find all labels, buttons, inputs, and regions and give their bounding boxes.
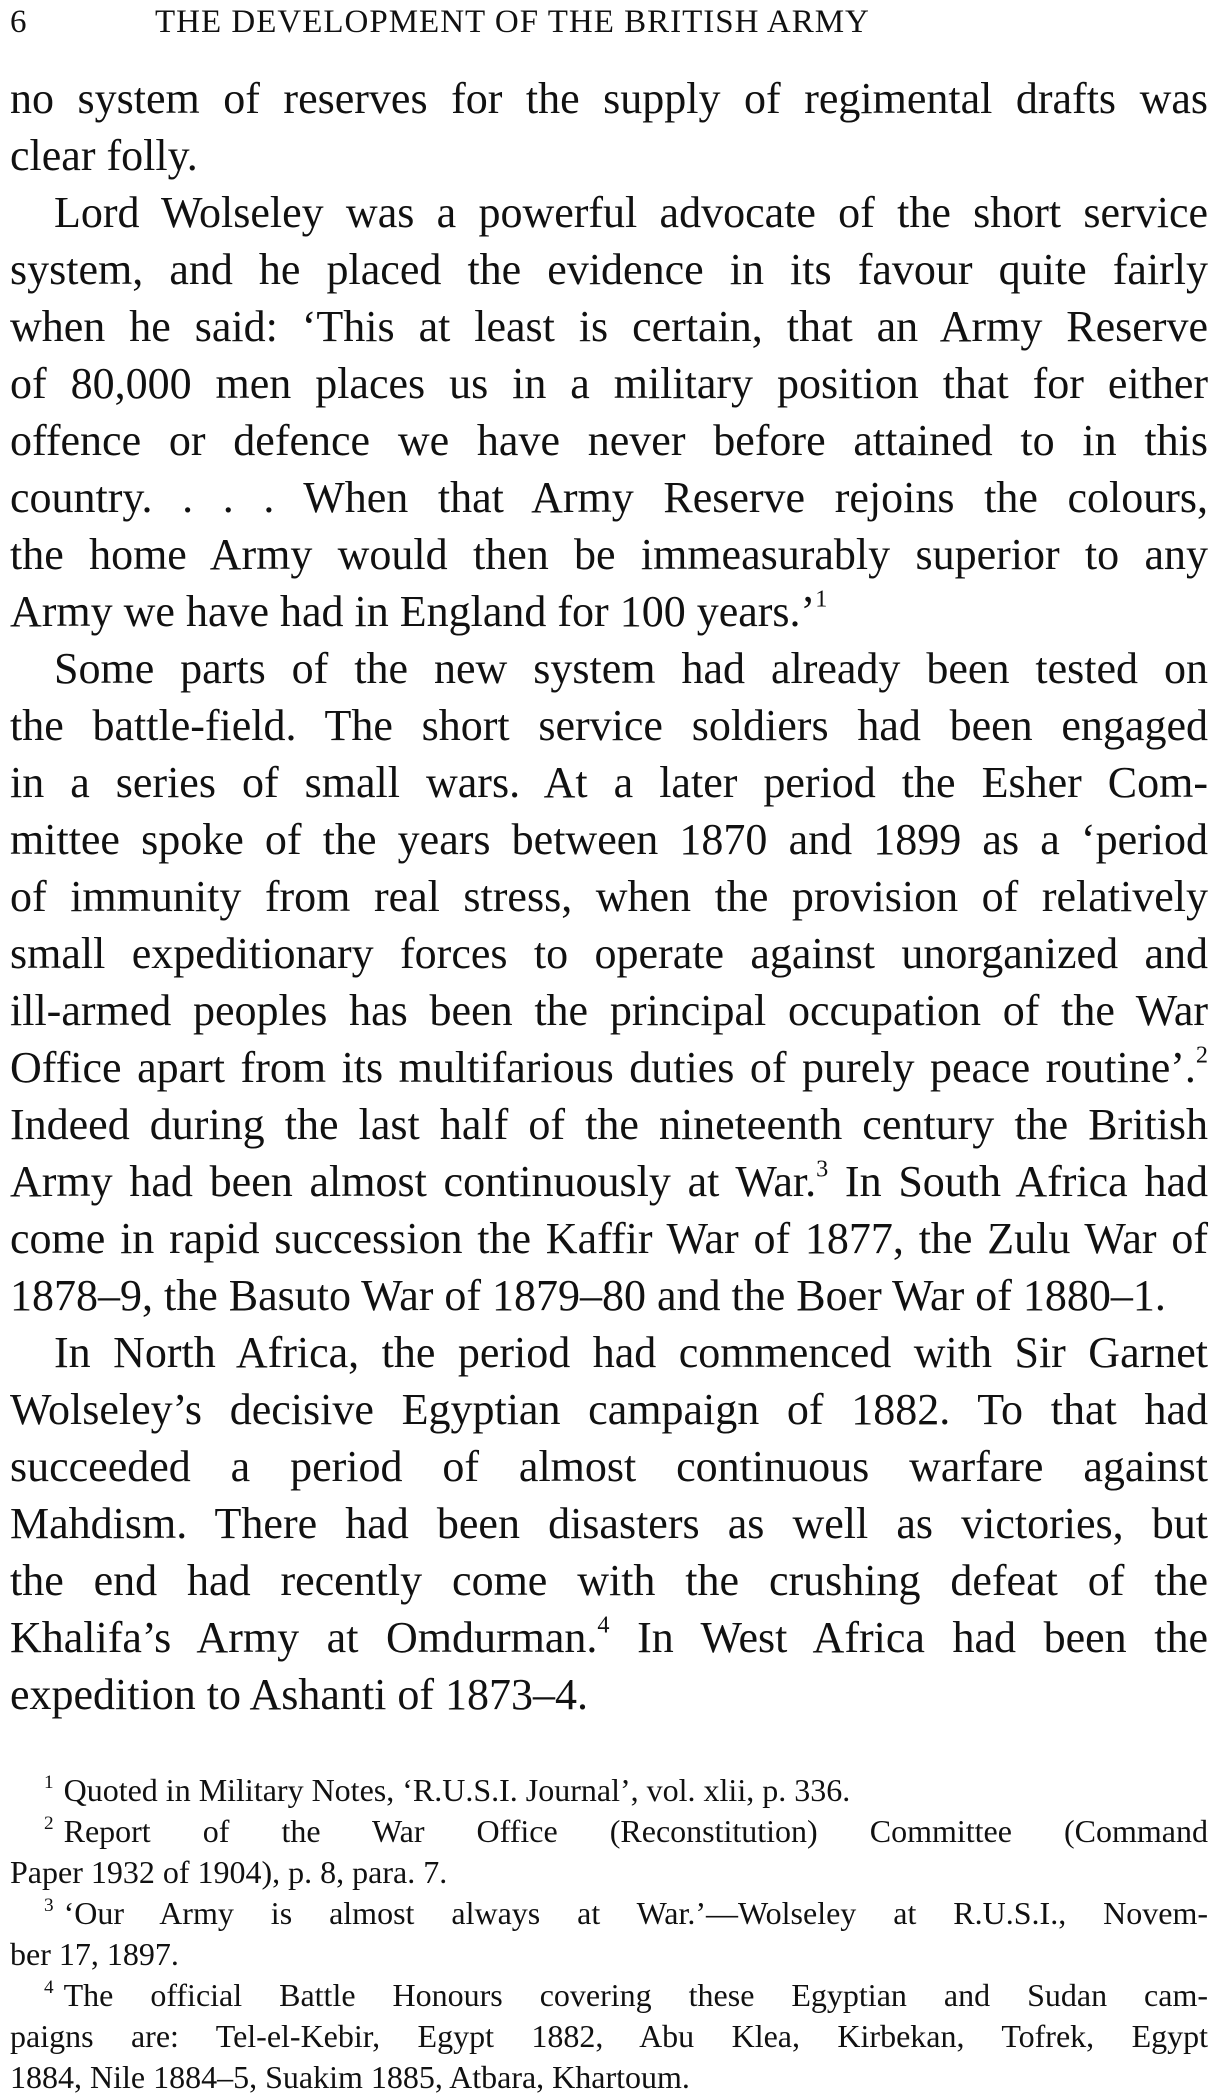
text-line: come in rapid succession the Kaffir War of 1877, the Zulu War of xyxy=(10,1214,1208,1263)
text-line: mittee spoke of the years between 1870 and 1899 as a ‘period xyxy=(10,815,1208,864)
text-line: succeeded a period of almost continuous warfare against xyxy=(10,1442,1208,1491)
text-line: clear folly. xyxy=(10,131,198,180)
footnote-text-line: 1884, Nile 1884–5, Suakim 1885, Atbara, Khartoum. xyxy=(10,2059,690,2095)
footnote-reference: 2 xyxy=(1195,1041,1208,1069)
paragraph-start-line: Some parts of the new system had already been tested on xyxy=(54,644,1208,693)
body-text xyxy=(10,70,1208,1723)
footnote-2 xyxy=(10,1811,1208,1852)
text-line: Wolseley’s decisive Egyptian campaign of 1882. To that had xyxy=(10,1385,1208,1434)
footnote-1 xyxy=(10,1770,1208,1811)
running-head xyxy=(10,2,1210,42)
footnote-reference: 3 xyxy=(816,1155,829,1183)
text-line: the battle-field. The short service soldiers had been engaged xyxy=(10,701,1208,750)
paragraph-start-line: Lord Wolseley was a powerful advocate of the short service xyxy=(54,188,1208,237)
text-line xyxy=(10,1153,1208,1210)
text-line: when he said: ‘This at least is certain, that an Army Reserve xyxy=(10,302,1208,351)
text-line xyxy=(10,1039,1208,1096)
footnote-marker: 1 xyxy=(44,1771,54,1793)
text-line: Mahdism. There had been disasters as well as victories, but xyxy=(10,1499,1208,1548)
footnote-text: ‘Our Army is almost always at War.’—Wolseley at R.U.S.I., Novem- xyxy=(63,1895,1208,1931)
text-line: system, and he placed the evidence in its favour quite fairly xyxy=(10,245,1208,294)
text-line: no system of reserves for the supply of regimental drafts was xyxy=(10,74,1208,123)
footnote-reference: 4 xyxy=(597,1611,610,1639)
text-line xyxy=(10,1609,1208,1666)
footnote-marker: 2 xyxy=(44,1812,54,1834)
text-line: the end had recently come with the crushing defeat of the xyxy=(10,1556,1208,1605)
footnote-3 xyxy=(10,1893,1208,1934)
text-fragment: Army had been almost continuously at War. xyxy=(10,1157,817,1206)
footnote-marker: 3 xyxy=(44,1894,54,1916)
text-line: of immunity from real stress, when the provision of relatively xyxy=(10,872,1208,921)
text-fragment: Office apart from its multifarious duties of purely peace routine’. xyxy=(10,1043,1196,1092)
footnote-text-line: Paper 1932 of 1904), p. 8, para. 7. xyxy=(10,1854,448,1890)
paragraph-start-line: In North Africa, the period had commenced with Sir Garnet xyxy=(54,1328,1208,1377)
footnote-text: The official Battle Honours covering these Egyptian and Sudan cam- xyxy=(63,1977,1208,2013)
text-line: Indeed during the last half of the nineteenth century the British xyxy=(10,1100,1208,1149)
text-fragment: In South Africa had xyxy=(828,1157,1208,1206)
text-line: country. . . . When that Army Reserve rejoins the colours, xyxy=(10,473,1208,522)
text-line xyxy=(10,583,1208,640)
text-fragment: Army we have had in England for 100 years.’ xyxy=(10,587,816,636)
footnote-text: Quoted in Military Notes, ‘R.U.S.I. Journal’, vol. xlii, p. 336. xyxy=(63,1772,851,1808)
footnote-marker: 4 xyxy=(44,1976,54,1998)
text-line: the home Army would then be immeasurably superior to any xyxy=(10,530,1208,579)
text-line: of 80,000 men places us in a military position that for either xyxy=(10,359,1208,408)
text-fragment: In West Africa had been the xyxy=(609,1613,1208,1662)
text-line: ill-armed peoples has been the principal occupation of the War xyxy=(10,986,1208,1035)
page-number: 6 xyxy=(10,4,27,40)
footnote-4 xyxy=(10,1975,1208,2016)
running-title: THE DEVELOPMENT OF THE BRITISH ARMY xyxy=(155,4,870,40)
footnotes xyxy=(10,1770,1208,2098)
footnote-text-line: paigns are: Tel-el-Kebir, Egypt 1882, Abu Klea, Kirbekan, Tofrek, Egypt xyxy=(10,2018,1208,2054)
footnote-text: Report of the War Office (Reconstitution) Committee (Command xyxy=(63,1813,1208,1849)
footnote-reference: 1 xyxy=(815,585,828,613)
footnote-text-line: ber 17, 1897. xyxy=(10,1936,179,1972)
text-line: expedition to Ashanti of 1873–4. xyxy=(10,1670,589,1719)
text-line: offence or defence we have never before attained to in this xyxy=(10,416,1208,465)
text-line: in a series of small wars. At a later period the Esher Com- xyxy=(10,758,1208,807)
text-line: 1878–9, the Basuto War of 1879–80 and the Boer War of 1880–1. xyxy=(10,1271,1166,1320)
text-fragment: Khalifa’s Army at Omdurman. xyxy=(10,1613,598,1662)
text-line: small expeditionary forces to operate against unorganized and xyxy=(10,929,1208,978)
